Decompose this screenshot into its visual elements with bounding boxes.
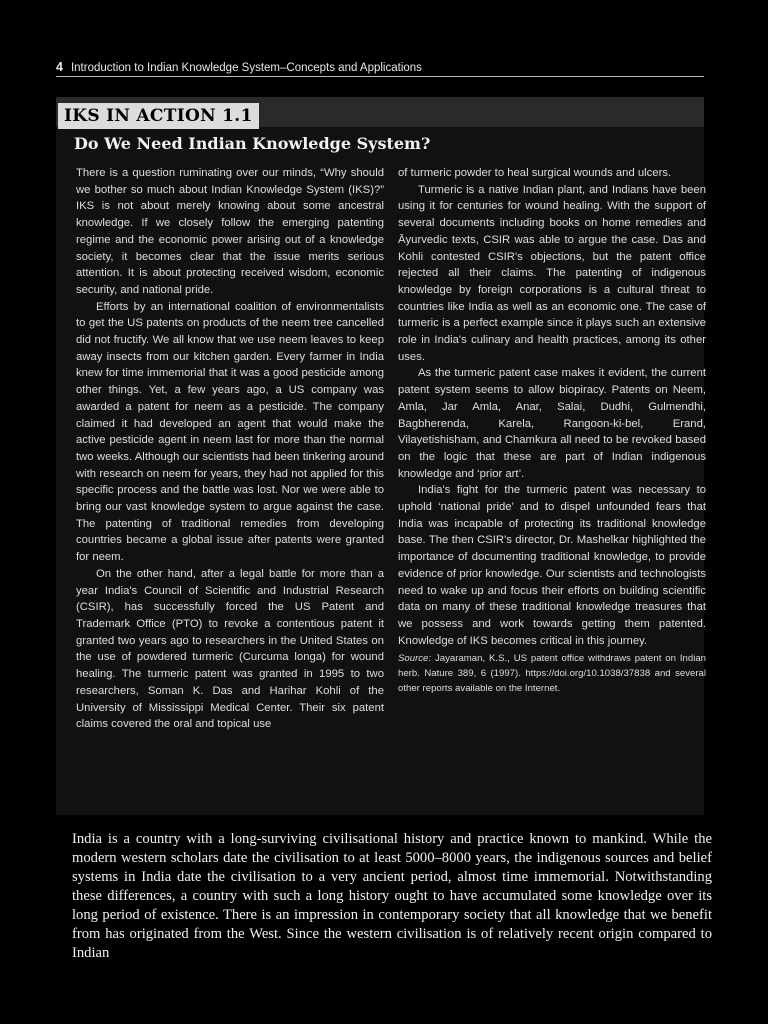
body-paragraph: India is a country with a long-surviving civilisational history and practice known to mankind. While the modern western scholars date the civilisation to at least 5000–8000 years, the indigenous sources and belief systems in India date the civilisation to a very ancient period, almost time immemorial. Notwithstanding these differences, a country with such a long history ought to have accumulated some knowledge over its long period of existence. There is an impression in contemporary society that all knowledge that we benefit from has originated from the West. Since the western civilisation is of relatively recent origin compared to Indian	[72, 831, 712, 961]
box-paragraph: India's fight for the turmeric patent was necessary to uphold ‘national pride’ and to dispel unfounded fears that India was incapable of protecting its traditional knowledge base. The then CSIR's director, Dr. Mashelkar highlighted the importance of documenting traditional knowledge, to provide evidence of prior knowledge. Our scientists and technologists need to wake up and focus their efforts on building scientific data on many of these traditional knowledge treasures that we possess and work towards getting them patented. Knowledge of IKS becomes critical in this journey.	[398, 484, 706, 647]
box-paragraph: Turmeric is a native Indian plant, and Indians have been using it for centuries for wound healing. With the support of several documents including books on home remedies and Āyurvedic texts, CSIR was able to argue the case. Das and Kohli contested CSIR's objections, but the patent office rejected all their claims. The patenting of indigenous knowledge by foreign corporations is a cultural threat to countries like India as well as an economic one. The case of turmeric is a perfect example since it plays such an extensive role in India's culinary and health practices, among its other uses.	[398, 183, 706, 363]
box-tag: IKS IN ACTION 1.1	[58, 103, 259, 129]
source-citation	[398, 651, 706, 696]
box-right-column	[398, 165, 706, 696]
running-title: Introduction to Indian Knowledge System–Concepts and Applications	[70, 62, 422, 74]
page-number: 4	[56, 60, 63, 74]
box-paragraph: On the other hand, after a legal battle for more than a year India's Council of Scientific and Industrial Research (CSIR), has successfully forced the US Patent and Trademark Office (PTO) to revoke a contentious patent it granted two years ago to researchers in the United States on the use of powdered turmeric (Curcuma longa) for wound healing. The turmeric patent was granted in 1995 to two researchers, Soman K. Das and Harihar Kohli of the University of Mississippi Medical Center. Their six patent claims covered the oral and topical use	[76, 567, 384, 731]
box-paragraph: Efforts by an international coalition of environmentalists to get the US patents on products of the neem tree cancelled did not fructify. We all know that we use neem leaves to keep away insects from our kitchen garden. Every farmer in India knew for time immemorial that it was a good pesticide among other things. Yet, a few years ago, a US company was awarded a patent for neem as a pesticide. The company claimed it had developed an agent that would make the active pesticide agent in neem last for more than the normal two weeks. Although our scientists had been tinkering around with research on neem for years, they had not applied for this specific process and the battle was lost. Nor we were able to bring our vast knowledge system to argue against the case. The patenting of traditional remedies from developing countries became a global issue after patents were granted for neem.	[76, 300, 384, 564]
source-text: Jayaraman, K.S., US patent office withdraws patent on Indian herb. Nature 389, 6 (1997). https://doi.org/10.1038/37838 and several other reports available on the Internet.	[398, 653, 706, 695]
box-title: Do We Need Indian Knowledge System?	[74, 134, 431, 153]
iks-in-action-box	[56, 97, 704, 815]
box-left-column	[76, 165, 384, 733]
running-header	[56, 58, 704, 77]
box-paragraph: of turmeric powder to heal surgical wounds and ulcers.	[398, 167, 672, 179]
box-paragraph: There is a question ruminating over our minds, “Why should we bother so much about Indian Knowledge System (IKS)?” IKS is not about merely knowing about some ancestral knowledge. If we closely follow the emerging patenting regime and the economic power arising out of a knowledge society, it becomes clear that the issue merits serious attention. It is about protecting received wisdom, economic security, and national pride.	[76, 167, 384, 296]
box-paragraph: As the turmeric patent case makes it evident, the current patent system seems to allow biopiracy. Patents on Neem, Amla, Jar Amla, Anar, Salai, Dudhi, Gulmendhi, Bagbherenda, Karela, Rangoon-ki-bel, Erand, Vilayetishisham, and Chamkura all need to be revoked based on the logic that these are part of Indian indigenous knowledge and ‘prior art’.	[398, 367, 706, 480]
main-body-text	[72, 830, 712, 963]
source-label: Source:	[398, 653, 432, 665]
